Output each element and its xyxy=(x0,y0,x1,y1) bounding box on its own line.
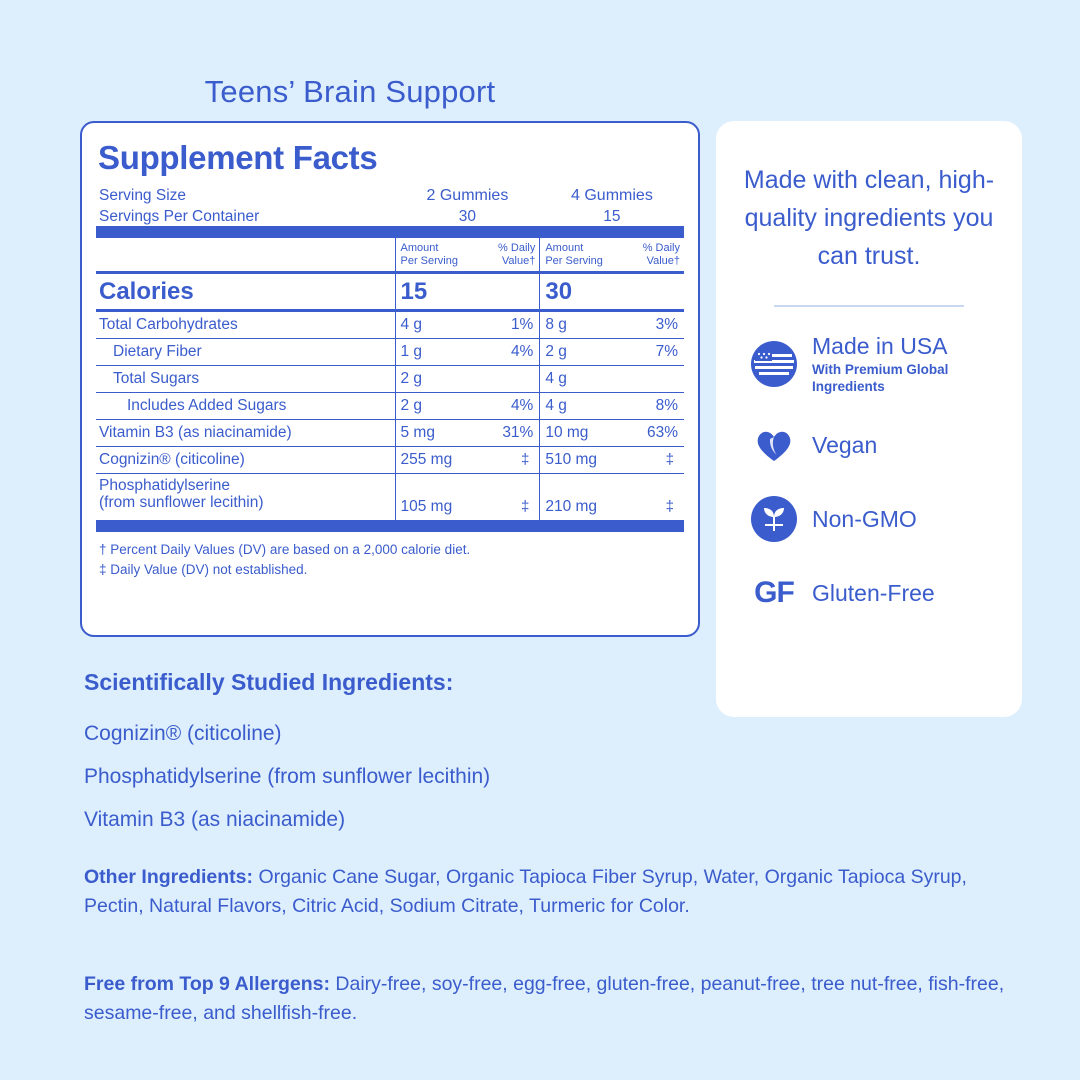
servings-per-container-col-b: 15 xyxy=(540,205,684,232)
badge-title: Made in USA xyxy=(812,332,948,359)
servings-per-container-label: Servings Per Container xyxy=(96,205,395,232)
supplement-facts-title: Supplement Facts xyxy=(98,139,378,176)
serving-size-col-a: 2 Gummies xyxy=(426,187,509,204)
usa-flag-icon xyxy=(750,340,798,388)
nutrient-dv-b: 7% xyxy=(627,339,684,366)
badge-non-gmo xyxy=(750,495,996,543)
nutrient-amount-b: 2 g xyxy=(540,339,627,366)
nutrient-amount-a: 2 g xyxy=(395,393,482,420)
supplement-facts-panel xyxy=(80,121,700,637)
nutrient-dv-a: 1% xyxy=(482,311,539,339)
amount-header-spacer xyxy=(96,232,395,273)
gluten-free-icon: GF xyxy=(754,575,794,609)
daily-value-label-a: % Daily xyxy=(498,242,536,254)
other-ingredients-label: Other Ingredients: xyxy=(84,866,254,888)
table-row xyxy=(96,339,684,366)
serving-size-col-b: 4 Gummies xyxy=(571,187,653,204)
nutrient-amount-b: 4 g xyxy=(540,393,627,420)
table-row xyxy=(96,474,684,527)
calories-col-b: 30 xyxy=(540,273,684,311)
list-item: Phosphatidylserine (from sunflower lecithin) xyxy=(84,765,491,788)
nutrient-dv-b: 63% xyxy=(627,420,684,447)
amount-header-col-a xyxy=(395,232,540,273)
nutrient-dv-b: 8% xyxy=(627,393,684,420)
nutrient-amount-a: 2 g xyxy=(395,366,482,393)
nutrient-dv-b: 3% xyxy=(627,311,684,339)
amount-per-serving-label-a: Amount xyxy=(400,242,439,254)
servings-per-container-row xyxy=(96,205,684,232)
badge-title: Vegan xyxy=(812,431,878,458)
footnote-not-established: ‡ Daily Value (DV) not established. xyxy=(99,562,308,577)
quality-badges-card xyxy=(716,121,1022,717)
nutrient-dv-b xyxy=(627,366,684,393)
badge-made-in-usa xyxy=(750,333,996,395)
serving-size-label: Serving Size xyxy=(99,187,187,204)
heart-icon xyxy=(750,421,798,469)
nutrient-name: Cognizin® (citicoline) xyxy=(96,447,395,474)
badge-gluten-free xyxy=(750,569,996,617)
nutrient-name: Vitamin B3 (as niacinamide) xyxy=(96,420,395,447)
nutrient-name: Dietary Fiber xyxy=(96,339,395,366)
amount-per-serving-label-b2: Per Serving xyxy=(545,255,603,267)
badge-title: Non-GMO xyxy=(812,505,917,532)
nutrient-name: Includes Added Sugars xyxy=(96,393,395,420)
studied-ingredients-list xyxy=(84,712,784,841)
studied-ingredients-heading: Scientifically Studied Ingredients: xyxy=(84,669,454,695)
footnote-daily-value: † Percent Daily Values (DV) are based on a 2,000 calorie diet. xyxy=(99,542,471,557)
other-ingredients-paragraph xyxy=(84,863,1024,921)
allergens-text: Dairy-free, soy-free, egg-free, gluten-free, peanut-free, tree nut-free, fish-free, sesame-free, and shellfish-free. xyxy=(84,973,1005,1024)
nutrient-dv-b: ‡ xyxy=(627,447,684,474)
divider xyxy=(774,305,964,307)
nutrient-dv-a xyxy=(482,366,539,393)
nutrient-amount-a: 5 mg xyxy=(395,420,482,447)
nutrient-name: Total Sugars xyxy=(96,366,395,393)
nutrient-dv-a: ‡ xyxy=(482,474,539,527)
nutrient-amount-b: 510 mg xyxy=(540,447,627,474)
table-row xyxy=(96,393,684,420)
badge-vegan xyxy=(750,421,996,469)
nutrient-name xyxy=(96,474,395,527)
amount-per-serving-label-a2: Per Serving xyxy=(400,255,458,267)
daily-value-label-b: % Daily xyxy=(642,242,680,254)
nutrient-name: Total Carbohydrates xyxy=(96,311,395,339)
table-row xyxy=(96,311,684,339)
page-title: Teens’ Brain Support xyxy=(204,74,496,109)
nutrient-amount-a: 1 g xyxy=(395,339,482,366)
servings-per-container-col-a: 30 xyxy=(395,205,540,232)
non-gmo-plant-icon xyxy=(750,495,798,543)
badge-subtitle: With Premium Global Ingredients xyxy=(812,361,949,394)
table-row xyxy=(96,366,684,393)
nutrient-amount-b: 10 mg xyxy=(540,420,627,447)
allergens-label: Free from Top 9 Allergens: xyxy=(84,973,330,995)
daily-value-label-a2: Value† xyxy=(501,255,536,267)
list-item: Cognizin® (citicoline) xyxy=(84,722,282,745)
nutrient-dv-a: 4% xyxy=(482,393,539,420)
calories-row xyxy=(96,273,684,311)
allergens-paragraph xyxy=(84,970,1024,1028)
nutrient-dv-a: 31% xyxy=(482,420,539,447)
serving-size-row xyxy=(96,184,684,205)
nutrient-amount-b: 8 g xyxy=(540,311,627,339)
other-ingredients-text: Organic Cane Sugar, Organic Tapioca Fiber Syrup, Water, Organic Tapioca Syrup, Pectin, Natural Flavors, Citric Acid, Sodium Citrate, Turmeric for Color. xyxy=(84,866,967,917)
badge-title: Gluten-Free xyxy=(812,579,935,606)
supplement-facts-table xyxy=(96,184,684,532)
nutrient-dv-a: 4% xyxy=(482,339,539,366)
calories-col-a: 15 xyxy=(395,273,540,311)
nutrient-amount-a: 255 mg xyxy=(395,447,482,474)
nutrient-amount-a: 105 mg xyxy=(395,474,482,527)
amount-per-serving-label-b: Amount xyxy=(545,242,584,254)
nutrient-name-line2: (from sunflower lecithin) xyxy=(99,494,264,511)
nutrient-amount-b: 210 mg xyxy=(540,474,627,527)
table-row xyxy=(96,420,684,447)
nutrient-name-line1: Phosphatidylserine xyxy=(99,477,230,494)
table-row xyxy=(96,447,684,474)
badges-headline: Made with clean, high-quality ingredients you can trust. xyxy=(743,166,995,270)
list-item: Vitamin B3 (as niacinamide) xyxy=(84,808,346,831)
nutrient-amount-b: 4 g xyxy=(540,366,627,393)
nutrient-dv-a: ‡ xyxy=(482,447,539,474)
amount-header-col-b xyxy=(540,232,684,273)
amount-header-row xyxy=(96,232,684,273)
daily-value-label-b2: Value† xyxy=(646,255,680,267)
footnotes xyxy=(96,540,684,580)
nutrient-dv-b: ‡ xyxy=(627,474,684,527)
calories-label: Calories xyxy=(96,273,395,311)
nutrient-amount-a: 4 g xyxy=(395,311,482,339)
